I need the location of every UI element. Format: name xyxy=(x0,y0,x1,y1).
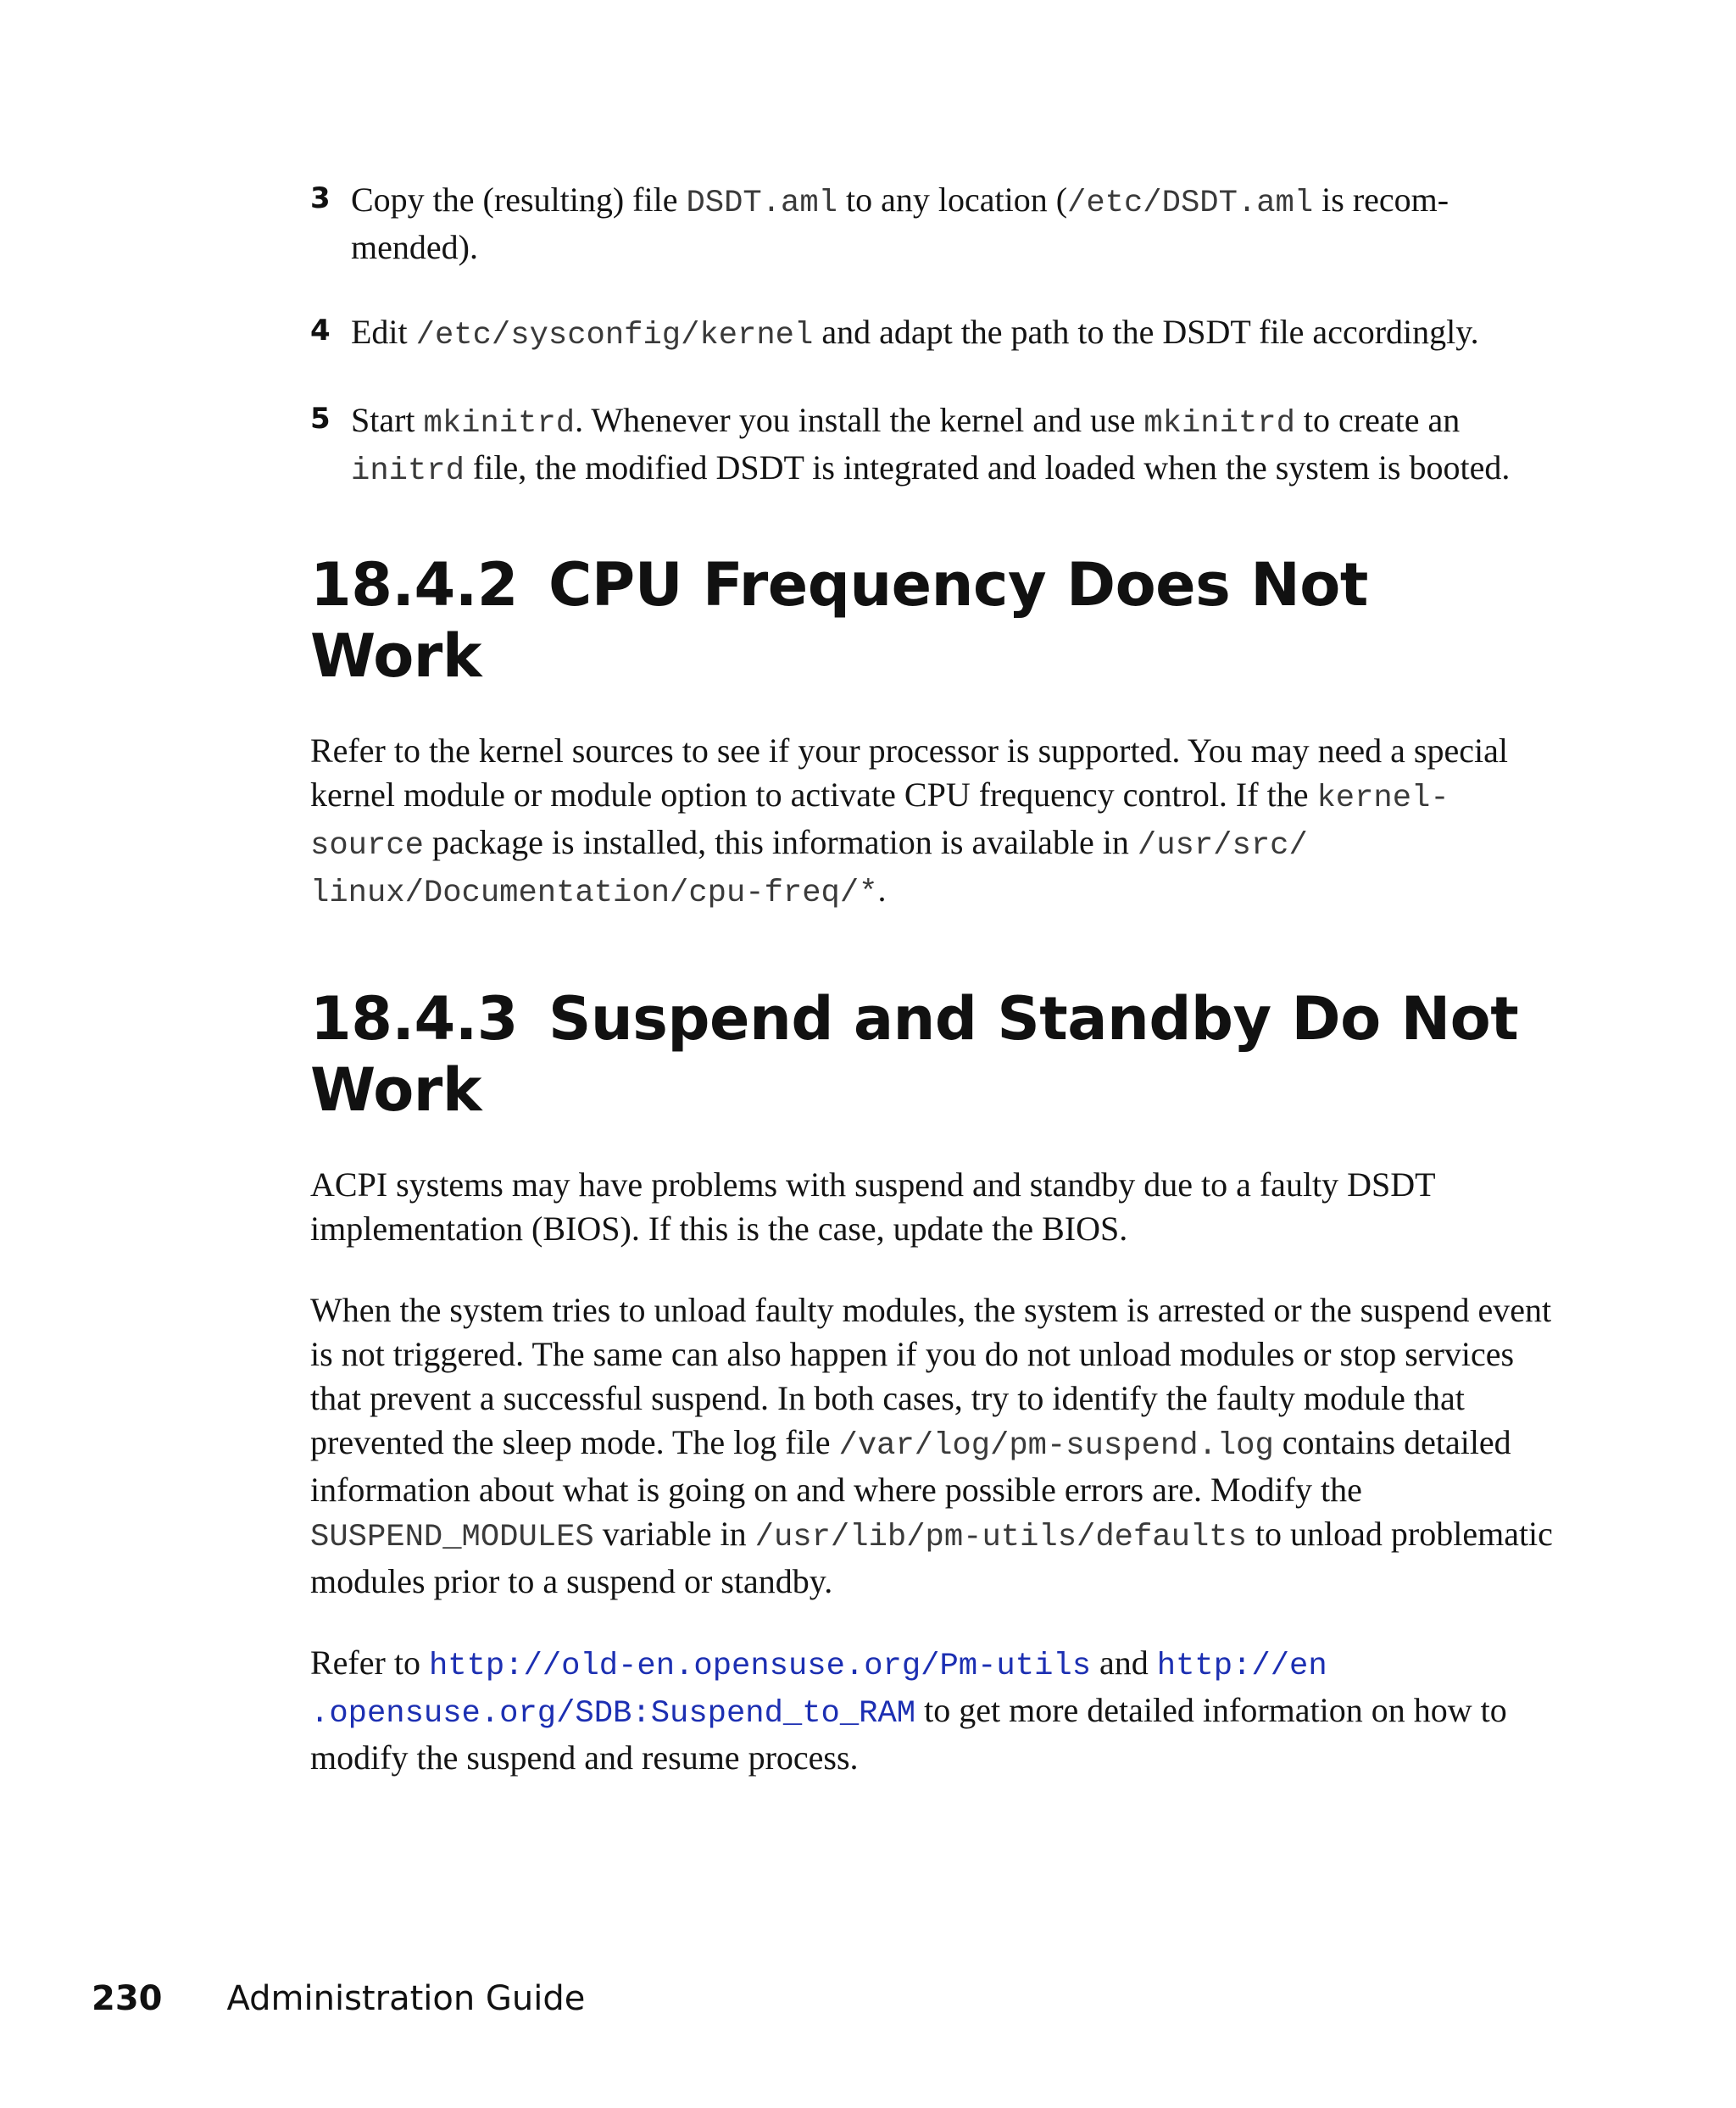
paragraph-text: and xyxy=(1091,1644,1157,1682)
paragraph-text: package is installed, this information is available in xyxy=(423,823,1138,861)
book-title: Administration Guide xyxy=(226,1979,586,2018)
filename: initrd xyxy=(351,453,465,489)
paragraph-text: When the system tries to unload faulty modules, the system is arrested or the suspend event is not triggered. The same can also happen if you do not unload modules or stop services that prevent a successful suspend. In both cases, try to identify the faulty module that prevented the sleep mode. The log file xyxy=(310,1291,1552,1461)
paragraph-text: to get more detailed information on how to modify the suspend and resume process. xyxy=(310,1691,1507,1777)
section-number: 18.4.2 xyxy=(310,550,519,620)
paragraph-references xyxy=(310,1641,1556,1780)
step-text: file, the modified DSDT is integrated and loaded when the system is booted. xyxy=(464,448,1511,487)
filename: DSDT.aml xyxy=(686,186,837,221)
paragraph-unload-modules xyxy=(310,1288,1556,1604)
paragraph-text: Refer to xyxy=(310,1644,429,1682)
page-number: 230 xyxy=(92,1979,163,2018)
step-text: to any location ( xyxy=(837,181,1068,219)
page-content xyxy=(310,178,1556,1780)
section-heading-suspend-standby xyxy=(310,983,1556,1126)
step-text: is recom-mended). xyxy=(351,181,1449,266)
paragraph-text: to unload problematic modules prior to a suspend or standby. xyxy=(310,1515,1553,1600)
step-text: and adapt the path to the DSDT file accordingly. xyxy=(813,313,1479,351)
section-title: Suspend and Standby Do Not Work xyxy=(310,984,1519,1125)
variable-name: SUSPEND_MODULES xyxy=(310,1520,594,1555)
step-3 xyxy=(310,178,1556,270)
paragraph-text: variable in xyxy=(593,1515,755,1553)
file-path: /etc/DSDT.aml xyxy=(1067,186,1314,221)
step-number: 4 xyxy=(310,314,331,348)
step-text: to create an xyxy=(1294,401,1461,439)
step-number: 5 xyxy=(310,402,331,436)
step-text: Edit xyxy=(351,313,416,351)
section-title: CPU Frequency Does Not Work xyxy=(310,550,1368,691)
paragraph-text: Refer to the kernel sources to see if your processor is supported. You may need a special kernel module or module option to activate CPU frequency control. If the xyxy=(310,731,1508,814)
file-path: /usr/src/ linux/Documentation/cpu-freq/* xyxy=(310,828,1308,911)
paragraph-text: contains detailed information about what is going on and where possible errors are. Modify the xyxy=(310,1423,1511,1509)
file-path: /var/log/pm-suspend.log xyxy=(838,1428,1274,1464)
link-suspend-to-ram[interactable]: http://en .opensuse.org/SDB:Suspend_to_RAM xyxy=(310,1649,1327,1732)
step-text: . Whenever you install the kernel and use xyxy=(575,401,1144,439)
command: mkinitrd xyxy=(1143,406,1295,442)
step-5 xyxy=(310,398,1556,493)
page-footer xyxy=(92,1979,585,2018)
command: mkinitrd xyxy=(423,406,576,442)
section-number: 18.4.3 xyxy=(310,984,519,1054)
step-4 xyxy=(310,310,1556,358)
file-path: /usr/lib/pm-utils/defaults xyxy=(754,1520,1247,1555)
step-text: Copy the (resulting) file xyxy=(351,181,687,219)
paragraph-acpi-dsdt: ACPI systems may have problems with suspend and standby due to a faulty DSDT implementation (BIOS). If this is the case, update the BIOS. xyxy=(310,1165,1435,1248)
link-pm-utils[interactable]: http://old-en.opensuse.org/Pm-utils xyxy=(428,1649,1092,1684)
file-path: /etc/sysconfig/kernel xyxy=(415,318,814,353)
procedure-steps xyxy=(310,178,1556,493)
paragraph-text: . xyxy=(877,870,887,909)
step-text: Start xyxy=(351,401,424,439)
step-number: 3 xyxy=(310,181,331,215)
section-heading-cpu-frequency xyxy=(310,549,1556,692)
package-name: kernel-source xyxy=(310,781,1449,864)
paragraph-cpu-frequency xyxy=(310,729,1556,915)
